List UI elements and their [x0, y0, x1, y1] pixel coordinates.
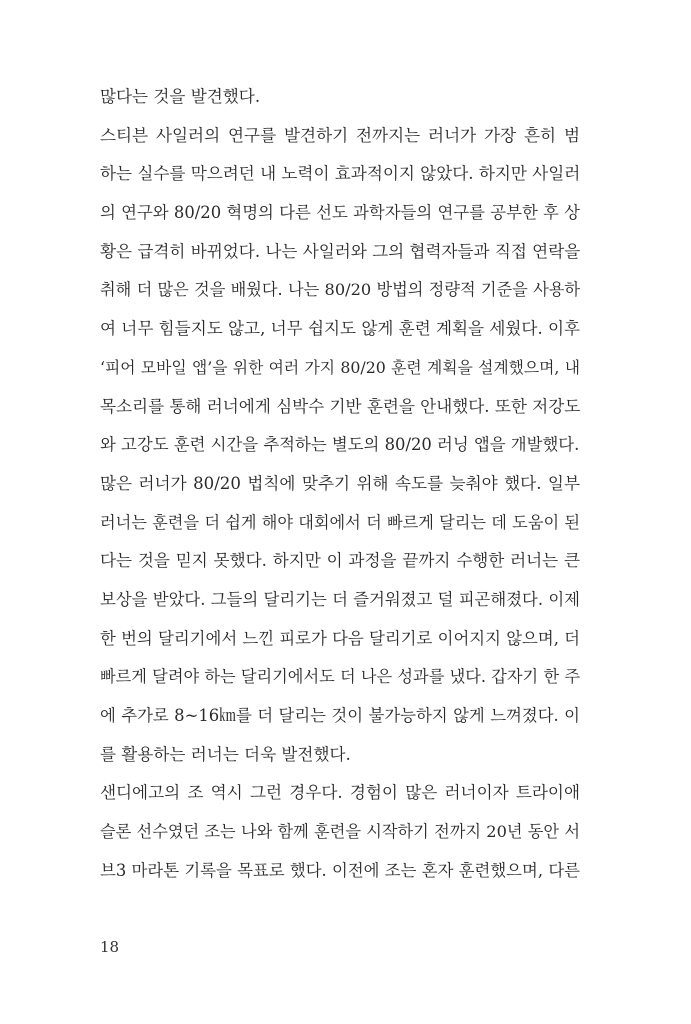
text-line: 보상을 받았다. 그들의 달리기는 더 즐거워졌고 덜 피곤해졌다. 이제: [100, 589, 580, 609]
text-line: 취해 더 많은 것을 배웠다. 나는 80/20 방법의 정량적 기준을 사용하: [100, 280, 580, 300]
text-line: 샌디에고의 조 역시 그런 경우다. 경험이 많은 러너이자 트라이애: [100, 783, 580, 803]
text-line: 슬론 선수였던 조는 나와 함께 훈련을 시작하기 전까지 20년 동안 서: [100, 822, 580, 842]
text-line: 목소리를 통해 러너에게 심박수 기반 훈련을 안내했다. 또한 저강도: [100, 396, 580, 416]
text-line: 황은 급격히 바뀌었다. 나는 사일러와 그의 협력자들과 직접 연락을: [100, 241, 580, 261]
text-line: 스티븐 사일러의 연구를 발견하기 전까지는 러너가 가장 흔히 범: [100, 125, 580, 145]
text-line: 에 추가로 8~16㎞를 더 달리는 것이 불가능하지 않게 느껴졌다. 이: [100, 706, 580, 725]
text-line: 하는 실수를 막으려던 내 노력이 효과적이지 않았다. 하지만 사일러: [100, 164, 580, 184]
text-line: 의 연구와 80/20 혁명의 다른 선도 과학자들의 연구를 공부한 후 상: [100, 203, 580, 223]
text-line: 많은 러너가 80/20 법칙에 맞추기 위해 속도를 늦춰야 했다. 일부: [100, 473, 580, 493]
text-line: 빠르게 달려야 하는 달리기에서도 더 나은 성과를 냈다. 갑자기 한 주: [100, 667, 580, 687]
text-line: 여 너무 힘들지도 않고, 너무 쉽지도 않게 훈련 계획을 세웠다. 이후: [100, 319, 580, 339]
text-line: 를 활용하는 러너는 더욱 발전했다.: [100, 744, 351, 764]
text-line: 한 번의 달리기에서 느낀 피로가 다음 달리기로 이어지지 않으며, 더: [100, 628, 580, 648]
text-line: 브3 마라톤 기록을 목표로 했다. 이전에 조는 혼자 훈련했으며, 다른: [100, 860, 580, 880]
text-line: 다는 것을 믿지 못했다. 하지만 이 과정을 끝까지 수행한 러너는 큰: [100, 551, 580, 571]
page-number: 18: [100, 938, 120, 956]
text-line: 많다는 것을 발견했다.: [100, 87, 261, 106]
text-line: ‘피어 모바일 앱’을 위한 여러 가지 80/20 훈련 계획을 설계했으며, 내: [100, 357, 580, 377]
text-line: 와 고강도 훈련 시간을 추적하는 별도의 80/20 러닝 앱을 개발했다.: [100, 435, 580, 455]
body-text: [100, 78, 580, 890]
text-line: 러너는 훈련을 더 쉽게 해야 대회에서 더 빠르게 달리는 데 도움이 된: [100, 512, 580, 532]
